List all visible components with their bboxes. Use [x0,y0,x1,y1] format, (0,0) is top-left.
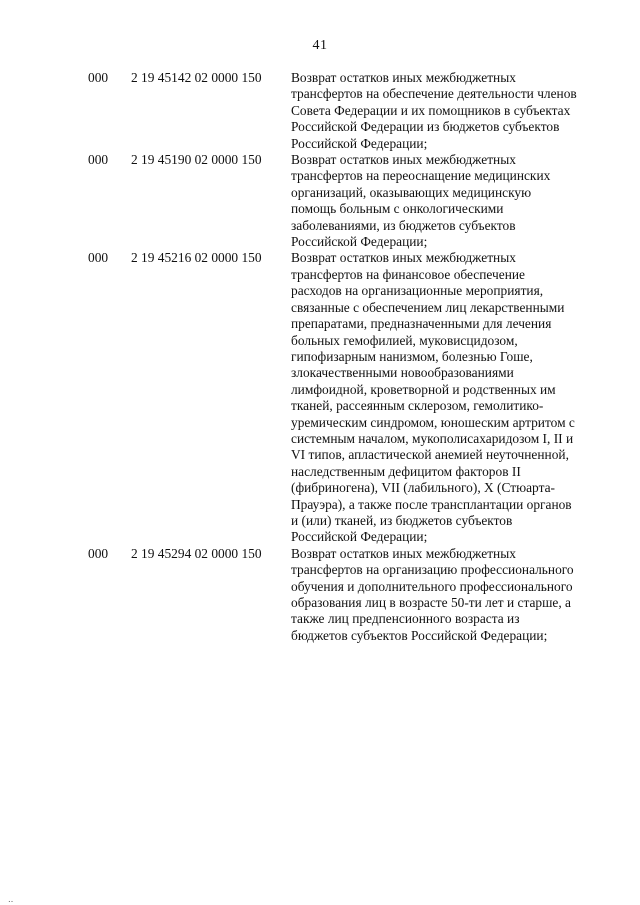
budget-classification-code: 2 19 45294 02 0000 150 [131,545,262,561]
budget-code-entry [88,546,608,644]
description-line: Российской Федерации; [291,234,428,250]
administrator-code: 000 [88,70,109,85]
description-line: уремическим синдромом, юношеским артритом с [291,414,575,430]
description-line: злокачественными новообразованиями [291,365,514,381]
budget-code-entry [88,250,608,545]
description-line: трансфертов на переоснащение медицинских [291,168,551,184]
description-line: (фибриногена), VII (лабильного), X (Стюарта- [291,480,555,496]
description-line: лимфоидной, кроветворной и родственных им [291,381,556,397]
entry-description [291,70,598,152]
budget-classification-code: 2 19 45216 02 0000 150 [131,250,262,266]
description-line: образования лиц в возрасте 50-ти лет и старше, а [291,595,572,610]
administrator-code: 000 [88,250,109,266]
description-line: Прауэра), а также после трансплантации органов [291,496,572,512]
scan-corner-mark: ‥ [8,895,14,904]
description-line: Российской Федерации; [291,135,428,151]
description-line: связанные с обеспечением лиц лекарственными [291,299,565,315]
description-line: Возврат остатков иных межбюджетных [291,545,516,561]
budget-code-list [88,70,608,644]
description-line: Российской Федерации; [291,529,428,545]
description-line: заболеваниями, из бюджетов субъектов [291,217,516,233]
description-line: наследственным дефицитом факторов II [291,463,521,479]
budget-code-entry [88,70,608,152]
description-line: и (или) тканей, из бюджетов субъектов [291,512,513,528]
description-line: организаций, оказывающих медицинскую [291,184,532,200]
description-line: Возврат остатков иных межбюджетных [291,70,516,85]
description-line: бюджетов субъектов Российской Федерации; [291,627,548,643]
description-line: больных гемофилией, муковисцидозом, [291,332,518,348]
description-line: Совета Федерации и их помощников в субъектах [291,102,571,118]
budget-classification-code: 2 19 45142 02 0000 150 [131,70,262,85]
description-line: трансфертов на организацию профессионального [291,562,574,578]
description-line: Возврат остатков иных межбюджетных [291,250,516,266]
description-line: Российской Федерации из бюджетов субъектов [291,119,560,135]
entry-description [291,546,598,644]
administrator-code: 000 [88,545,109,561]
budget-code-entry [88,152,608,250]
description-line: также лиц предпенсионного возраста из [291,611,520,627]
description-line: трансфертов на финансовое обеспечение [291,266,525,282]
description-line: обучения и дополнительного профессионального [291,578,573,594]
description-line: расходов на организационные мероприятия, [291,283,544,299]
description-line: помощь больным с онкологическими [291,201,504,217]
description-line: Возврат остатков иных межбюджетных [291,152,516,168]
description-line: гипофизарным нанизмом, болезнью Гоше, [291,348,533,364]
page-number: 41 [312,38,328,53]
administrator-code: 000 [88,152,109,168]
description-line: VI типов, апластической анемией неуточненной, [291,447,569,463]
description-line: системным началом, мукополисахаридозом I, II и [291,430,574,446]
entry-description [291,250,598,545]
entry-description [291,152,598,250]
description-line: препаратами, предназначенными для лечения [291,316,552,332]
description-line: тканей, рассеянным склерозом, гемолитико- [291,398,544,414]
description-line: трансфертов на обеспечение деятельности членов [291,86,577,102]
budget-classification-code: 2 19 45190 02 0000 150 [131,152,262,168]
